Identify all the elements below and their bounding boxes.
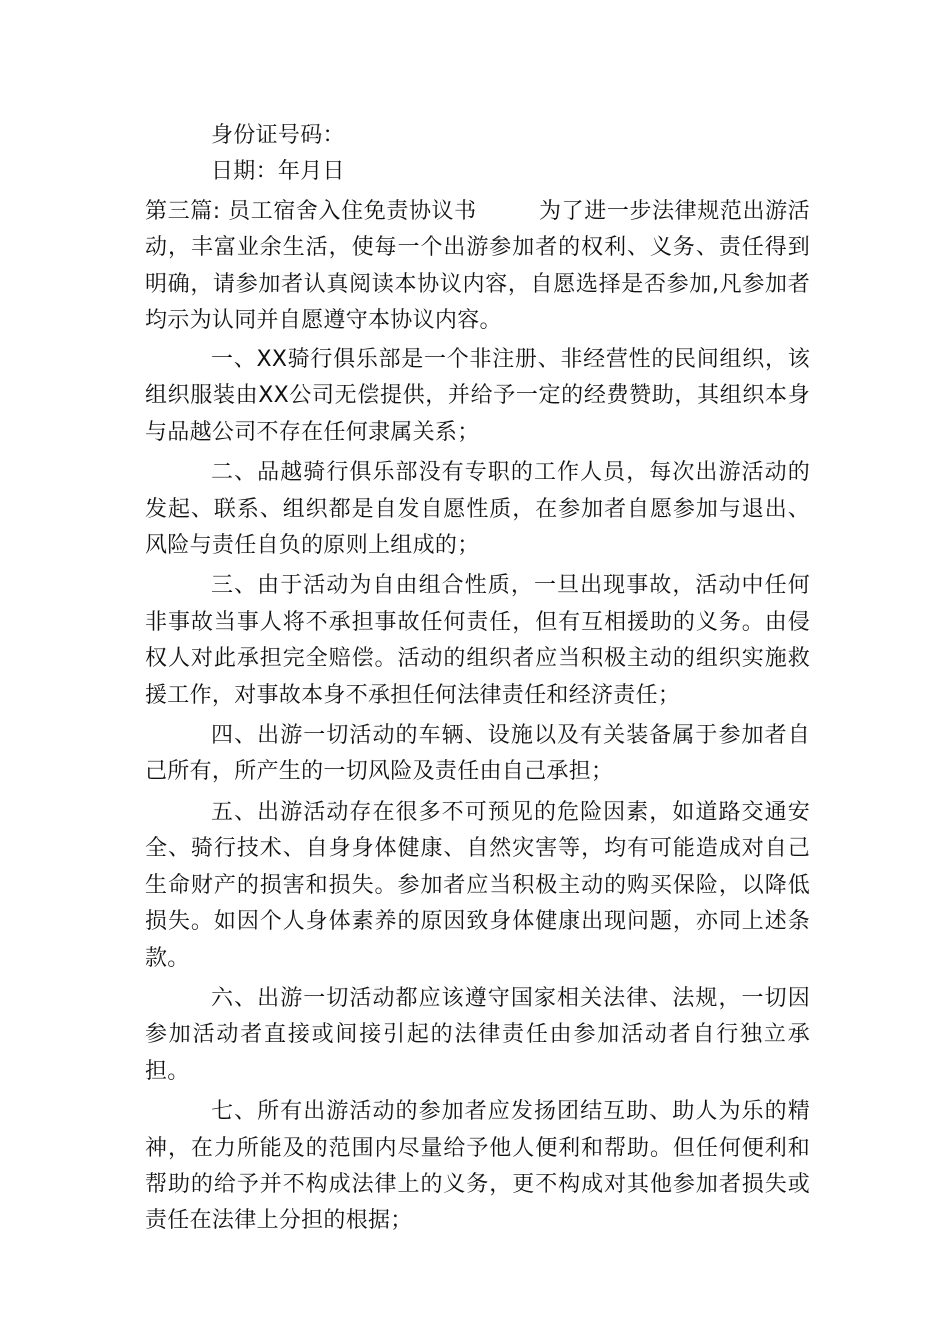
clause-2: 二、品越骑行俱乐部没有专职的工作人员，每次出游活动的发起、联系、组织都是自发自愿性质，在参加者自愿参加与退出、风险与责任自负的原则上组成的； <box>145 460 810 559</box>
clause-5: 五、出游活动存在很多不可预见的危险因素，如道路交通安全、骑行技术、自身身体健康、自然灾害等，均有可能造成对自己生命财产的损害和损失。参加者应当积极主动的购买保险，以降低损失。如因个人身体素养的原因致身体健康出现问题，亦同上述条款。 <box>145 799 810 971</box>
section-intro: 为了进一步法律规范出游活动，丰富业余生活，使每一个出游参加者的权利、义务、责任得到明确，请参加者认真阅读本协议内容，自愿选择是否参加,凡参加者均示为认同并自愿遵守本协议内容。 <box>145 199 810 334</box>
section-intro-paragraph <box>145 194 810 340</box>
clause-3: 三、由于活动为自由组合性质，一旦出现事故，活动中任何非事故当事人将不承担事故任何责任，但有互相援助的义务。由侵权人对此承担完全赔偿。活动的组织者应当积极主动的组织实施救援工作，对事故本身不承担任何法律责任和经济责任； <box>145 573 810 708</box>
clauses-block <box>145 342 810 1240</box>
clause-7: 七、所有出游活动的参加者应发扬团结互助、助人为乐的精神，在力所能及的范围内尽量给予他人便利和帮助。但任何便利和帮助的给予并不构成法律上的义务，更不构成对其他参加者损失或责任在法律上分担的根据； <box>145 1099 810 1234</box>
clause-1: 一、XX骑行俱乐部是一个非注册、非经营性的民间组织，该组织服装由XX公司无偿提供，并给予一定的经费赞助，其组织本身与品越公司不存在任何隶属关系； <box>145 347 810 445</box>
header-block <box>145 118 810 191</box>
clause-4: 四、出游一切活动的车辆、设施以及有关装备属于参加者自己所有，所产生的一切风险及责任由自己承担； <box>145 723 810 785</box>
section-block <box>145 194 810 340</box>
clause-6: 六、出游一切活动都应该遵守国家相关法律、法规，一切因参加活动者直接或间接引起的法律责任由参加活动者自行独立承担。 <box>145 985 810 1084</box>
id-number-label: 身份证号码： <box>211 123 345 148</box>
date-label: 日期：年月日 <box>211 159 345 185</box>
section-title: 第三篇: 员工宿舍入住免责协议书 <box>145 199 477 224</box>
